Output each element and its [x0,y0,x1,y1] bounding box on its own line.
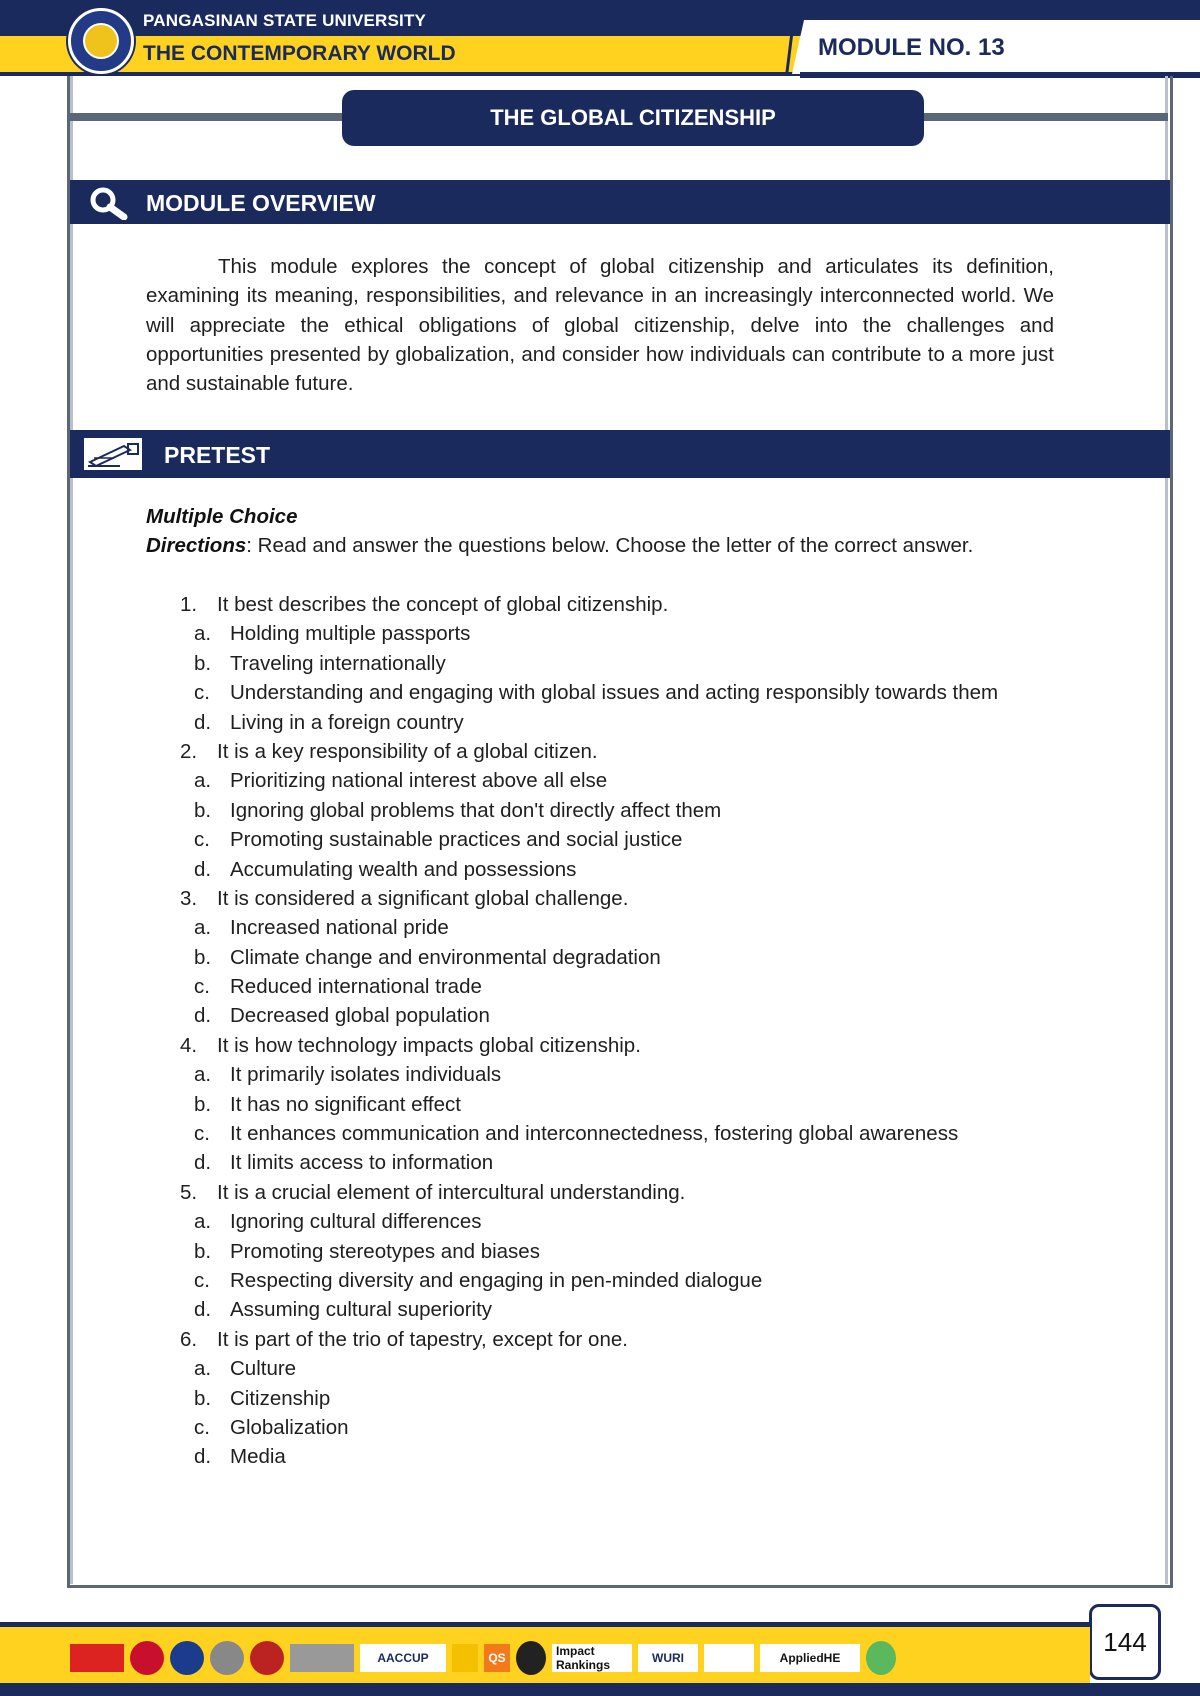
question [180,884,1080,913]
directions-label: Directions [146,534,247,557]
question-number: 4. [180,1033,198,1057]
option-text: Accumulating wealth and possessions [230,857,577,881]
option-letter: b. [194,651,212,675]
frame-inner-border-right [1165,76,1168,1584]
option-letter: b. [194,1092,212,1116]
question-text: It is a key responsibility of a global citizen. [217,739,598,763]
accreditation-logo [130,1641,164,1675]
pretest-header [70,430,1170,478]
answer-option [180,1001,1080,1030]
question [180,737,1080,766]
accreditation-logo [210,1641,244,1675]
question [180,1031,1080,1060]
question [180,590,1080,619]
option-text: Decreased global population [230,1004,490,1028]
directions [146,534,973,558]
answer-option [180,1237,1080,1266]
module-overview-heading: MODULE OVERVIEW [146,190,376,216]
answer-option [180,1384,1080,1413]
accreditation-logo [70,1644,124,1672]
module-overview-text: This module explores the concept of global citizenship and articulates its definition, examining its meaning, responsibilities, and relevance in an increasingly interconnected world. We will appreciate the ethical obligations of global citizenship, delve into the challenges and opportunities presented by globalization, and consider how individuals can contribute to a more just and sustainable future. [146,255,1054,396]
option-letter: a. [194,769,212,793]
question [180,1178,1080,1207]
answer-option [180,825,1080,854]
option-text: It enhances communication and interconnectedness, fostering global awareness [230,1122,959,1146]
option-text: Living in a foreign country [230,710,464,734]
answer-option [180,678,1080,707]
answer-option [180,1119,1080,1148]
option-letter: d. [194,1298,212,1322]
question-list [180,590,1080,1472]
question-number: 5. [180,1180,198,1204]
option-letter: d. [194,1151,212,1175]
question-text: It is how technology impacts global citizenship. [217,1033,641,1057]
option-letter: c. [194,1122,210,1146]
option-letter: b. [194,798,212,822]
option-letter: c. [194,1415,210,1439]
option-letter: a. [194,1357,212,1381]
option-text: Media [230,1445,286,1469]
option-text: Understanding and engaging with global issues and acting responsibly towards them [230,681,999,705]
answer-option [180,619,1080,648]
answer-option [180,1090,1080,1119]
accreditation-logo: WURI [638,1644,698,1672]
option-text: Promoting sustainable practices and social justice [230,828,683,852]
answer-option [180,796,1080,825]
answer-option [180,943,1080,972]
accreditation-logo [866,1641,896,1675]
accreditation-logo [452,1644,478,1672]
option-letter: a. [194,1210,212,1234]
option-text: Globalization [230,1415,349,1439]
pen-writing-icon [84,438,142,470]
question-number: 2. [180,739,198,763]
footer-logos [70,1636,896,1680]
option-text: It primarily isolates individuals [230,1063,502,1087]
module-overview-header [70,180,1170,224]
course-title: THE CONTEMPORARY WORLD [143,42,456,65]
option-text: Respecting diversity and engaging in pen-minded dialogue [230,1268,763,1292]
accreditation-logo [250,1641,284,1675]
question-number: 6. [180,1327,198,1351]
page-title: THE GLOBAL CITIZENSHIP [342,90,924,146]
question-text: It is considered a significant global challenge. [217,886,629,910]
option-letter: d. [194,1004,212,1028]
answer-option [180,972,1080,1001]
footer-bottom-bar [0,1683,1200,1696]
answer-option [180,1354,1080,1383]
answer-option [180,1442,1080,1471]
pretest-heading: PRETEST [164,442,271,468]
option-letter: a. [194,1063,212,1087]
answer-option [180,1266,1080,1295]
answer-option [180,1207,1080,1236]
option-text: Climate change and environmental degradation [230,945,661,969]
option-text: Increased national pride [230,916,449,940]
quiz-type: Multiple Choice [146,505,298,528]
option-text: Citizenship [230,1386,331,1410]
option-letter: d. [194,710,212,734]
frame-inner-border-left [70,76,73,1584]
accreditation-logo [704,1644,754,1672]
answer-option [180,855,1080,884]
option-text: Assuming cultural superiority [230,1298,493,1322]
accreditation-logo: Impact Rankings [552,1644,632,1672]
option-text: Promoting stereotypes and biases [230,1239,540,1263]
option-text: It has no significant effect [230,1092,461,1116]
module-number: MODULE NO. 13 [818,34,1005,61]
option-letter: d. [194,1445,212,1469]
answer-option [180,1148,1080,1177]
option-text: Prioritizing national interest above all else [230,769,608,793]
question-text: It best describes the concept of global citizenship. [217,593,669,616]
option-letter: c. [194,975,210,999]
answer-option [180,913,1080,942]
question [180,1325,1080,1354]
option-letter: a. [194,622,212,646]
university-name: PANGASINAN STATE UNIVERSITY [143,11,427,30]
university-seal-logo [68,8,134,74]
option-text: It limits access to information [230,1151,494,1175]
option-letter: b. [194,1239,212,1263]
directions-text: : Read and answer the questions below. Choose the letter of the correct answer. [246,534,974,557]
option-letter: a. [194,916,212,940]
option-text: Ignoring cultural differences [230,1210,482,1234]
accreditation-logo [516,1641,546,1675]
question-text: It is a crucial element of intercultural understanding. [217,1180,686,1204]
magnifier-icon [88,186,128,220]
question-number: 1. [180,593,198,616]
question-text: It is part of the trio of tapestry, except for one. [217,1327,628,1351]
answer-option [180,708,1080,737]
answer-option [180,1060,1080,1089]
option-text: Reduced international trade [230,975,482,999]
option-letter: c. [194,681,210,705]
option-letter: c. [194,1268,210,1292]
page-number: 144 [1089,1604,1161,1680]
option-text: Traveling internationally [230,651,446,675]
option-letter: d. [194,857,212,881]
accreditation-logo: AACCUP [360,1644,446,1672]
option-letter: c. [194,828,210,852]
answer-option [180,649,1080,678]
accreditation-logo: AppliedHE [760,1644,860,1672]
answer-option [180,766,1080,795]
answer-option [180,1295,1080,1324]
option-letter: b. [194,945,212,969]
answer-option [180,1413,1080,1442]
option-letter: b. [194,1386,212,1410]
question-number: 3. [180,886,198,910]
accreditation-logo: QS [484,1644,510,1672]
option-text: Holding multiple passports [230,622,471,646]
accreditation-logo [290,1644,354,1672]
option-text: Ignoring global problems that don't directly affect them [230,798,722,822]
option-text: Culture [230,1357,297,1381]
accreditation-logo [170,1641,204,1675]
